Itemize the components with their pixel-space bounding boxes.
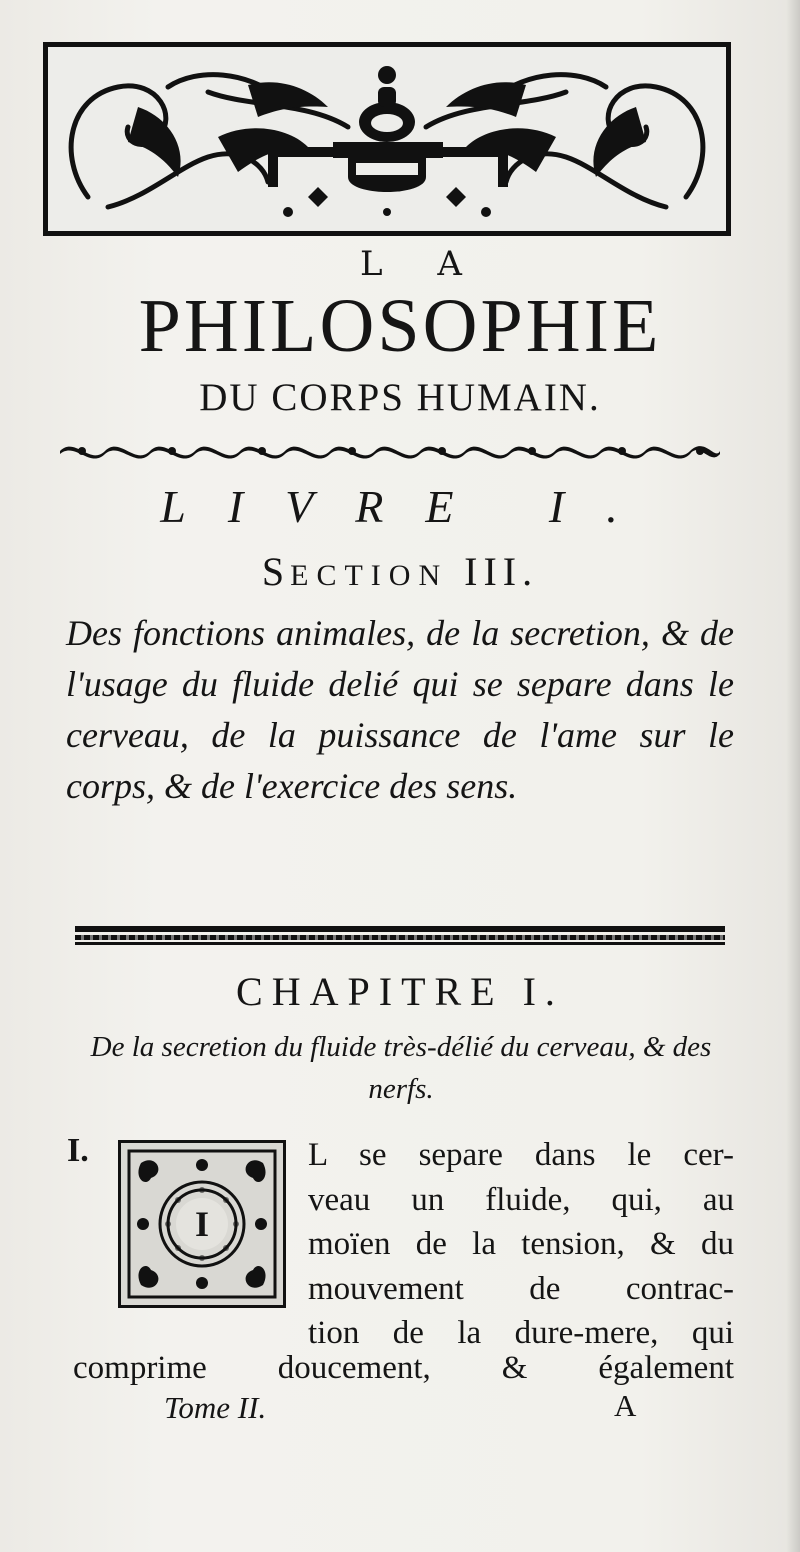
volume-footer: Tome II. <box>164 1390 267 1425</box>
horizontal-rule <box>75 926 725 945</box>
foliage-ornament-icon <box>48 47 726 231</box>
section-initial: S <box>261 549 291 594</box>
text-line: L se separe dans le cer- <box>308 1137 734 1173</box>
decorative-headpiece <box>43 42 731 236</box>
signature-mark: A <box>614 1388 637 1423</box>
book-number-heading: LIVRE I. <box>160 481 660 532</box>
section-number: III. <box>464 549 539 594</box>
drop-cap-letter: I <box>194 1204 209 1244</box>
text-line-full: comprime doucement, & également <box>73 1350 734 1386</box>
text-line: mouvement de contrac- <box>308 1270 734 1307</box>
title-prefix: L A <box>360 244 484 284</box>
paragraph-number: I. <box>67 1132 89 1169</box>
chapter-subtitle: De la secretion du fluide très-délié du cerveau, & des nerfs. <box>90 1031 712 1105</box>
text-line: tion de la dure-mere, qui <box>308 1315 734 1351</box>
chapter-title: CHAPITRE I. <box>236 969 564 1014</box>
drop-cap <box>118 1140 286 1308</box>
book-title: PHILOSOPHIE <box>138 284 662 368</box>
book-subtitle: DU CORPS HUMAIN. <box>199 376 601 419</box>
text-line: veau un fluide, qui, au <box>308 1181 734 1218</box>
section-description: Des fonctions animales, de la secretion, & de l'usage du fluide delié qui se separe dans le cerveau, de la puissance de l'ame sur le corps, & de l'exercice des sens. <box>66 613 734 806</box>
section-heading <box>0 548 800 595</box>
section-word: ECTION <box>290 559 449 592</box>
paragraph-text <box>308 1133 734 1356</box>
fleuron-rule-icon <box>60 436 720 466</box>
text-line: moïen de la tension, & du <box>308 1226 734 1262</box>
